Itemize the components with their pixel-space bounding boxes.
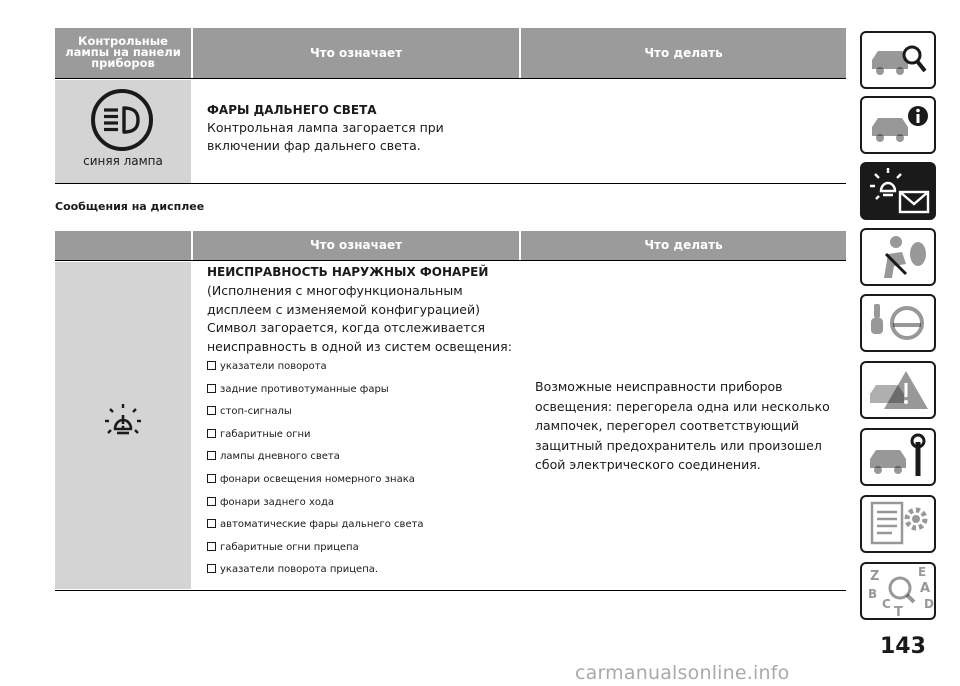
table2-row-title: НЕИСПРАВНОСТЬ НАРУЖНЫХ ФОНАРЕЙ: [207, 265, 489, 279]
icon-label: синяя лампа: [83, 154, 163, 168]
table1-header-rule: [55, 78, 846, 79]
index-letter: C: [882, 597, 891, 611]
section-heading: Сообщения на дисплее: [55, 200, 205, 213]
table1-row-description: Контрольная лампа загорается при включении фар дальнего света.: [207, 120, 444, 153]
checkbox-bullet-icon: [207, 361, 216, 370]
index-letter: D: [924, 597, 934, 611]
list-item-text: задние противотуманные фары: [220, 383, 389, 395]
checkbox-bullet-icon: [207, 429, 216, 438]
index-letter: E: [918, 565, 927, 579]
car-wrench-icon: [862, 430, 934, 484]
watermark: carmanualsonline.info: [575, 662, 790, 684]
tab-starting-driving[interactable]: [860, 294, 936, 352]
checkbox-bullet-icon: [207, 542, 216, 551]
table1-header-indicator: Контрольные лампы на панели приборов: [55, 28, 191, 78]
lighting-systems-list: [207, 356, 519, 582]
tab-maintenance[interactable]: [860, 428, 936, 486]
index-letter: T: [894, 605, 903, 618]
list-item: [207, 514, 519, 537]
tab-car-search[interactable]: [860, 31, 936, 89]
checkbox-bullet-icon: [207, 519, 216, 528]
index-letter: B: [868, 587, 878, 601]
list-item: [207, 356, 519, 379]
key-steering-wheel-icon: [862, 296, 934, 350]
warning-light-message-icon: [862, 164, 934, 218]
table2-header-meaning: Что означает: [193, 231, 519, 260]
list-item: [207, 379, 519, 402]
table2-header-action: Что делать: [521, 231, 846, 260]
index-letter: A: [920, 581, 931, 596]
table2-row-action: Возможные неисправности приборов освещения: перегорела одна или несколько лампочек, перегорел соответствующий защитный предохранитель или произошел сбой электрического соединения.: [535, 379, 830, 472]
car-info-icon: [862, 98, 934, 152]
checkbox-bullet-icon: [207, 564, 216, 573]
car-warning-triangle-icon: [862, 363, 934, 417]
table1-header-action: Что делать: [521, 28, 846, 78]
table2-bottom-rule: [55, 590, 846, 591]
index-letter: Z: [870, 569, 880, 584]
checkbox-bullet-icon: [207, 497, 216, 506]
tab-safety[interactable]: [860, 228, 936, 286]
tab-emergency[interactable]: [860, 361, 936, 419]
list-item: [207, 537, 519, 560]
tab-car-info[interactable]: [860, 96, 936, 154]
list-item-text: указатели поворота прицепа.: [220, 564, 379, 576]
list-item-text: фонари заднего хода: [220, 496, 335, 508]
table2-header-rule: [55, 260, 846, 261]
checkbox-bullet-icon: [207, 406, 216, 415]
page-number: 143: [880, 634, 926, 659]
table1-bottom-rule: [55, 183, 846, 184]
table1-row-title: ФАРЫ ДАЛЬНЕГО СВЕТА: [207, 103, 377, 117]
list-item: [207, 424, 519, 447]
list-item: [207, 469, 519, 492]
document-gear-icon: [862, 497, 934, 551]
list-item: [207, 401, 519, 424]
car-search-icon: [862, 33, 934, 87]
list-item: [207, 559, 519, 582]
exterior-light-failure-icon: [103, 401, 143, 441]
tab-warning-lights[interactable]: [860, 162, 936, 220]
checkbox-bullet-icon: [207, 451, 216, 460]
alphabet-index-icon: [862, 564, 934, 618]
checkbox-bullet-icon: [207, 384, 216, 393]
checkbox-bullet-icon: [207, 474, 216, 483]
list-item-text: фонари освещения номерного знака: [220, 473, 415, 485]
tab-index[interactable]: [860, 562, 936, 620]
list-item-text: габаритные огни: [220, 428, 311, 440]
table1-header-meaning: Что означает: [193, 28, 519, 78]
airbag-person-icon: [862, 230, 934, 284]
tab-technical-data[interactable]: [860, 495, 936, 553]
list-item-text: автоматические фары дальнего света: [220, 519, 424, 531]
list-item: [207, 446, 519, 469]
list-item-text: габаритные огни прицепа: [220, 541, 359, 553]
table2-row-description: (Исполнения с многофункциональным дисплеем с изменяемой конфигурацией) Символ загорается, когда отслеживается неисправность в одной из систем освещения:: [207, 283, 512, 354]
list-item-text: стоп-сигналы: [220, 406, 292, 418]
list-item: [207, 492, 519, 515]
table2-header-indicator: [55, 231, 191, 260]
list-item-text: лампы дневного света: [220, 451, 340, 463]
list-item-text: указатели поворота: [220, 361, 327, 372]
high-beam-icon: [90, 88, 154, 152]
